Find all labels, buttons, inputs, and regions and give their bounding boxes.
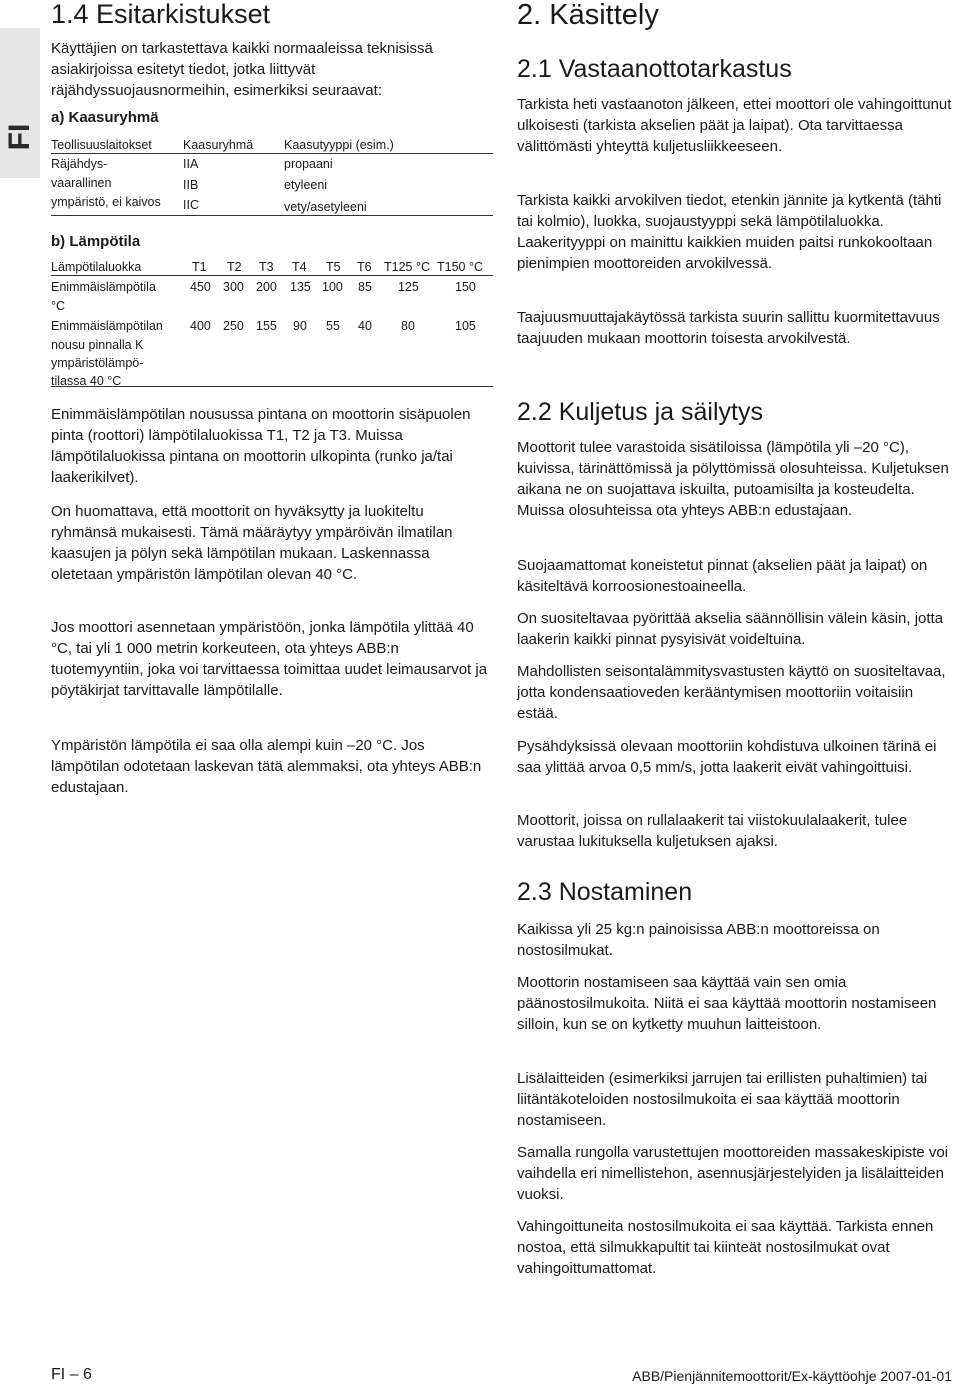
env-label-line: ympäristö, ei kaivos <box>51 195 161 209</box>
temp-value: 450 <box>190 280 211 294</box>
page-number: FI – 6 <box>51 1366 92 1383</box>
env-label-line: Räjähdys- <box>51 157 108 171</box>
paragraph: On huomattava, että moottorit on hyväksytty ja luokiteltu ryhmänsä mukaisesti. Tämä määräytyy ympäröivän ilmatilan kaasujen ja pölyn sekä lämpötilan mukaan. Laskennassa oletetaan ympäristön lämpötilan olevan 40 °C. <box>51 503 453 583</box>
temp-value: 400 <box>190 319 211 333</box>
section-heading-1-4: 1.4 Esitarkistukset <box>51 0 271 29</box>
temp-header-cell: T5 <box>326 260 341 274</box>
temp-header-cell: T125 °C <box>384 260 430 274</box>
paragraph: Pysähdyksissä olevaan moottoriin kohdistuva ulkoinen tärinä ei saa ylittää arvoa 0,5 mm/s, jotta laakerit eivät vahingoittuisi. <box>517 738 937 776</box>
paragraph: Jos moottori asennetaan ympäristöön, jonka lämpötila ylittää 40 °C, tai yli 1 000 metrin korkeuteen, ota yhteys ABB:n tuotemyyntiin, joka voi tarvittaessa toimittaa uudet leimausarvot ja pöytäkirjat tarvittavalle lämpötilalle. <box>51 619 488 699</box>
table-rule <box>51 153 493 154</box>
paragraph: Ympäristön lämpötila ei saa olla alempi kuin –20 °C. Jos lämpötilan odotetaan laskevan tätä alemmaksi, ota yhteys ABB:n edustajaan. <box>51 737 482 796</box>
gas-header-type: Kaasutyyppi (esim.) <box>284 138 394 152</box>
gas-header-group: Kaasuryhmä <box>183 138 254 152</box>
temp-value: 105 <box>455 319 476 333</box>
temp-header-cell: T3 <box>259 260 274 274</box>
language-label: FI <box>3 123 36 151</box>
section-heading-2: 2. Käsittely <box>517 0 659 31</box>
paragraph: Lisälaitteiden (esimerkiksi jarrujen tai erillisten puhaltimien) tai liitäntäkoteloiden nostosilmukoita ei saa käyttää moottorin nostamiseen. <box>517 1070 928 1129</box>
language-tab <box>0 28 40 178</box>
gas-group-title: a) Kaasuryhmä <box>51 109 159 126</box>
paragraph: Tarkista kaikki arvokilven tiedot, etenkin jännite ja kytkentä (tähti tai kolmio), luokka, suojaustyyppi sekä lämpötilaluokka. Laakerityyppi on mainittu kaikkien muiden paitsi runkokooltaan pienimpien moottoreiden arvokilvessä. <box>517 192 942 272</box>
temp-header-cell: T6 <box>357 260 372 274</box>
gas-group-cell: IIA <box>183 157 199 171</box>
table-rule <box>51 386 493 387</box>
temp-header-cell: T2 <box>227 260 242 274</box>
paragraph: Samalla rungolla varustettujen moottoreiden massakeskipiste voi vaihdella eri nimellistehon, asennusjärjestelyiden ja lisälaitteiden vuoksi. <box>517 1144 949 1203</box>
temp-value: 135 <box>290 280 311 294</box>
temp-value: 40 <box>358 319 372 333</box>
temp-header-cell: T1 <box>192 260 207 274</box>
temp-value: 250 <box>223 319 244 333</box>
paragraph: Vahingoittuneita nostosilmukoita ei saa käyttää. Tarkista ennen nostoa, että silmukkapultit tai kiinteät nostosilmukat ovat vahingoittumattomat. <box>517 1218 934 1277</box>
temp-value: 150 <box>455 280 476 294</box>
gas-type-cell: propaani <box>284 157 333 171</box>
paragraph: Mahdollisten seisontalämmitysvastusten käyttö on suositeltavaa, jotta kondensaatioveden kerääntymisen moottoriin voitaisiin estää. <box>517 663 946 722</box>
temp-value: 200 <box>256 280 277 294</box>
gas-group-table <box>51 136 493 216</box>
gas-group-cell: IIB <box>183 178 199 192</box>
temp-value: 125 <box>398 280 419 294</box>
temp-row-label: nousu pinnalla K <box>51 338 144 352</box>
temp-row-label: tilassa 40 °C <box>51 374 122 388</box>
temp-value: 85 <box>358 280 372 294</box>
paragraph: On suositeltavaa pyörittää akselia säännöllisin välein käsin, jotta laakerin kaikki pinnat pysyisivät voideltuina. <box>517 610 944 648</box>
subsection-heading-2-1: 2.1 Vastaanottotarkastus <box>517 55 792 83</box>
temp-value: 55 <box>326 319 340 333</box>
temp-value: 90 <box>293 319 307 333</box>
subsection-heading-2-3: 2.3 Nostaminen <box>517 878 693 906</box>
table-rule <box>51 275 493 276</box>
intro-paragraph: Käyttäjien on tarkastettava kaikki normaaleissa teknisissä asiakirjoissa esitetyt tiedot, jotka liittyvät räjähdyssuojausnormeihin, esimerkiksi seuraavat: <box>51 40 433 99</box>
temperature-table <box>51 258 493 388</box>
paragraph: Kaikissa yli 25 kg:n painoisissa ABB:n moottoreissa on nostosilmukat. <box>517 921 880 959</box>
temp-value: 300 <box>223 280 244 294</box>
temp-row-label: °C <box>51 299 66 313</box>
env-label-line: vaarallinen <box>51 176 112 190</box>
temperature-title: b) Lämpötila <box>51 233 141 250</box>
gas-header-industry: Teollisuuslaitokset <box>51 138 152 152</box>
document-reference: ABB/Pienjännitemoottorit/Ex-käyttöohje 2007-01-01 <box>632 1368 952 1384</box>
temp-row-label: ympäristölämpö- <box>51 356 144 370</box>
temp-row-label: Enimmäislämpötilan <box>51 319 163 333</box>
table-rule <box>51 215 493 216</box>
paragraph: Moottorit, joissa on rullalaakerit tai viistokuulalaakerit, tulee varustaa lukituksella kuljetuksen ajaksi. <box>517 812 908 850</box>
paragraph: Taajuusmuuttajakäytössä tarkista suurin sallittu kuormitettavuus taajuuden mukaan moottorin toisesta arvokilvestä. <box>517 309 940 347</box>
paragraph: Enimmäislämpötilan nousussa pintana on moottorin sisäpuolen pinta (roottori) lämpötilaluokissa T1, T2 ja T3. Muissa lämpötilaluokissa pintana on moottorin ulkopinta (runko ja/tai laakerikilvet). <box>51 406 471 486</box>
paragraph: Moottorit tulee varastoida sisätiloissa (lämpötila yli –20 °C), kuivissa, tärinättömissä ja pölyttömissä olosuhteissa. Kuljetuksen aikana ne on suojattava iskuilta, putoamisilta ja kosteudelta. Muissa olosuhteissa ota yhteys ABB:n edustajaan. <box>517 439 949 519</box>
paragraph: Moottorin nostamiseen saa käyttää vain sen omia päänostosilmukoita. Niitä ei saa käyttää moottorin nostamiseen silloin, kun se on kytketty muuhun laitteistoon. <box>517 974 937 1033</box>
temp-value: 100 <box>322 280 343 294</box>
subsection-heading-2-2: 2.2 Kuljetus ja säilytys <box>517 398 763 426</box>
temp-header-class: Lämpötilaluokka <box>51 260 142 274</box>
gas-type-cell: vety/asetyleeni <box>284 200 367 214</box>
paragraph: Suojaamattomat koneistetut pinnat (akselien päät ja laipat) on käsiteltävä korroosionestoaineella. <box>517 557 928 595</box>
temp-row-label: Enimmäislämpötila <box>51 280 156 294</box>
gas-group-cell: IIC <box>183 198 199 212</box>
temp-value: 80 <box>401 319 415 333</box>
temp-header-cell: T4 <box>292 260 307 274</box>
temp-value: 155 <box>256 319 277 333</box>
paragraph: Tarkista heti vastaanoton jälkeen, ettei moottori ole vahingoittunut ulkoisesti (tarkista akselien päät ja laipat). Ota tarvittaessa välittömästi yhteyttä kuljetusliikkeeseen. <box>517 96 952 155</box>
temp-header-cell: T150 °C <box>437 260 483 274</box>
gas-type-cell: etyleeni <box>284 178 328 192</box>
